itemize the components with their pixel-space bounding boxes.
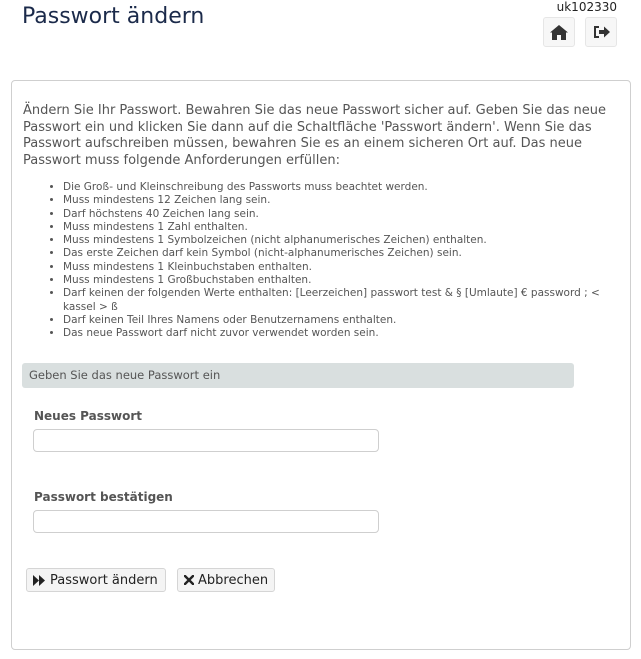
requirement-item: • Das neue Passwort darf nicht zuvor verwendet worden sein.: [63, 327, 623, 340]
home-button[interactable]: [543, 17, 575, 47]
confirm-password-label: Passwort bestätigen: [34, 490, 173, 504]
change-password-button[interactable]: [26, 568, 166, 592]
requirement-item: • Muss mindestens 12 Zeichen lang sein.: [63, 194, 623, 207]
requirements-list: [23, 181, 623, 341]
requirement-item: • Muss mindestens 1 Kleinbuchstaben enthalten.: [63, 261, 623, 274]
requirement-item: • Die Groß- und Kleinschreibung des Passworts muss beachtet werden.: [63, 181, 623, 194]
requirement-item: • Muss mindestens 1 Großbuchstaben enthalten.: [63, 274, 623, 287]
intro-text: Ändern Sie Ihr Passwort. Bewahren Sie das neue Passwort sicher auf. Geben Sie das neue Passwort ein und klicken Sie dann auf die Schaltfläche 'Passwort ändern'. Wenn Sie das Passwort aufschreiben müssen, bewahren Sie es an einem sicheren Ort auf. Das neue Passwort muss folgende Anforderungen erfüllen:: [23, 103, 606, 168]
user-id: uk102330: [556, 0, 617, 14]
change-password-button-label: Passwort ändern: [50, 572, 158, 588]
logout-button[interactable]: [585, 17, 617, 47]
new-password-input[interactable]: [33, 429, 379, 452]
home-icon: [550, 25, 568, 40]
close-icon: [184, 575, 194, 585]
section-header: Geben Sie das neue Passwort ein: [22, 363, 574, 388]
confirm-password-input[interactable]: [33, 510, 379, 533]
requirement-item: • Muss mindestens 1 Symbolzeichen (nicht alphanumerisches Zeichen) enthalten.: [63, 234, 623, 247]
password-panel: [11, 80, 631, 650]
cancel-button-label: Abbrechen: [198, 572, 269, 588]
fast-forward-icon: [33, 575, 46, 586]
new-password-label: Neues Passwort: [34, 409, 143, 423]
requirement-item: • Darf keinen der folgenden Werte enthalten: [Leerzeichen] passwort test & § [Umlaute] € password ; < kassel > ß: [63, 287, 623, 314]
cancel-button[interactable]: [177, 568, 275, 592]
logout-icon: [593, 25, 610, 39]
requirement-item: • Darf keinen Teil Ihres Namens oder Benutzernamens enthalten.: [63, 314, 623, 327]
page-title: Passwort ändern: [22, 4, 205, 29]
requirement-item: • Muss mindestens 1 Zahl enthalten.: [63, 221, 623, 234]
requirement-item: • Darf höchstens 40 Zeichen lang sein.: [63, 208, 623, 221]
requirement-item: • Das erste Zeichen darf kein Symbol (nicht-alphanumerisches Zeichen) sein.: [63, 247, 623, 260]
